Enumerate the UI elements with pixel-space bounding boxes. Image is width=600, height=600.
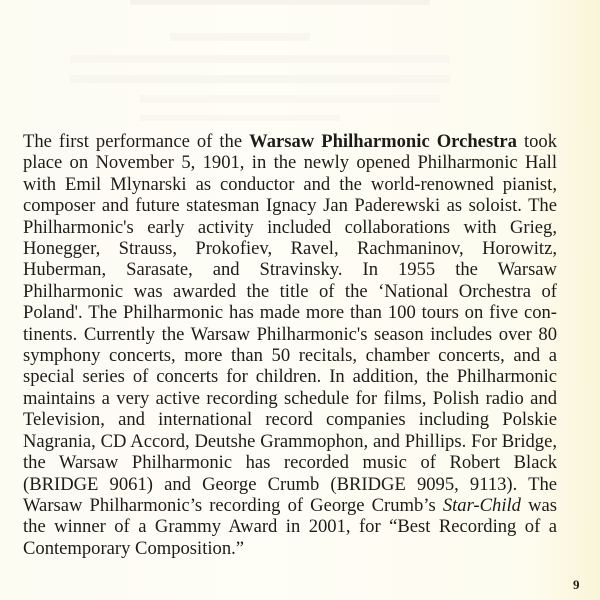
orchestra-name-bold: Warsaw Philharmonic Orchestra (249, 131, 517, 152)
text-line: composer and future statesman Ignacy Jan Paderewski as soloist. The (23, 195, 557, 217)
body-paragraph (23, 131, 557, 559)
text-line: maintains a very active recording schedule for films, Polish radio and (23, 387, 557, 409)
text-line: Television, and international record companies including Polskie (23, 409, 557, 431)
page-number: 9 (573, 577, 580, 592)
text-line: Contemporary Composition.” (23, 537, 245, 559)
text-line: symphony concerts, more than 50 recitals, chamber concerts, and a (23, 345, 557, 367)
text-line: Philharmonic was awarded the title of the ‘National Orchestra of (23, 280, 557, 302)
text-line: Nagrania, CD Accord, Deutshe Grammophon, and Phillips. For Bridge, (23, 430, 557, 452)
text-line: the Warsaw Philharmonic has recorded music of Robert Black (23, 452, 557, 474)
text-line: Philharmonic's early activity included collaborations with Grieg, (23, 216, 557, 238)
text-line: place on November 5, 1901, in the newly opened Philharmonic Hall (23, 152, 557, 174)
text-line (23, 495, 557, 516)
text-line (23, 131, 557, 152)
text-line: the winner of a Grammy Award in 2001, for “Best Recording of a (23, 516, 557, 538)
text-line: Poland'. The Philharmonic has made more than 100 tours on five con- (23, 302, 557, 324)
text-line: Huberman, Sarasate, and Stravinsky. In 1955 the Warsaw (23, 259, 557, 281)
text-line: Honegger, Strauss, Prokofiev, Ravel, Rachmaninov, Horowitz, (23, 238, 557, 260)
text-run: was (520, 494, 557, 516)
show-through-background (70, 0, 470, 125)
text-line: tinents. Currently the Warsaw Philharmonic's season includes over 80 (23, 323, 557, 345)
text-run: Warsaw Philharmonic’s recording of George Crumb’s (23, 494, 443, 516)
text-line: with Emil Mlynarski as conductor and the world-renowned pianist, (23, 173, 557, 195)
text-run: The first performance of the (23, 131, 250, 152)
text-line: (BRIDGE 9061) and George Crumb (BRIDGE 9095, 9113). The (23, 473, 557, 495)
text-run: took (516, 131, 557, 152)
album-title-italic: Star-Child (442, 494, 521, 516)
text-line: special series of concerts for children. In addition, the Philharmonic (23, 366, 557, 388)
